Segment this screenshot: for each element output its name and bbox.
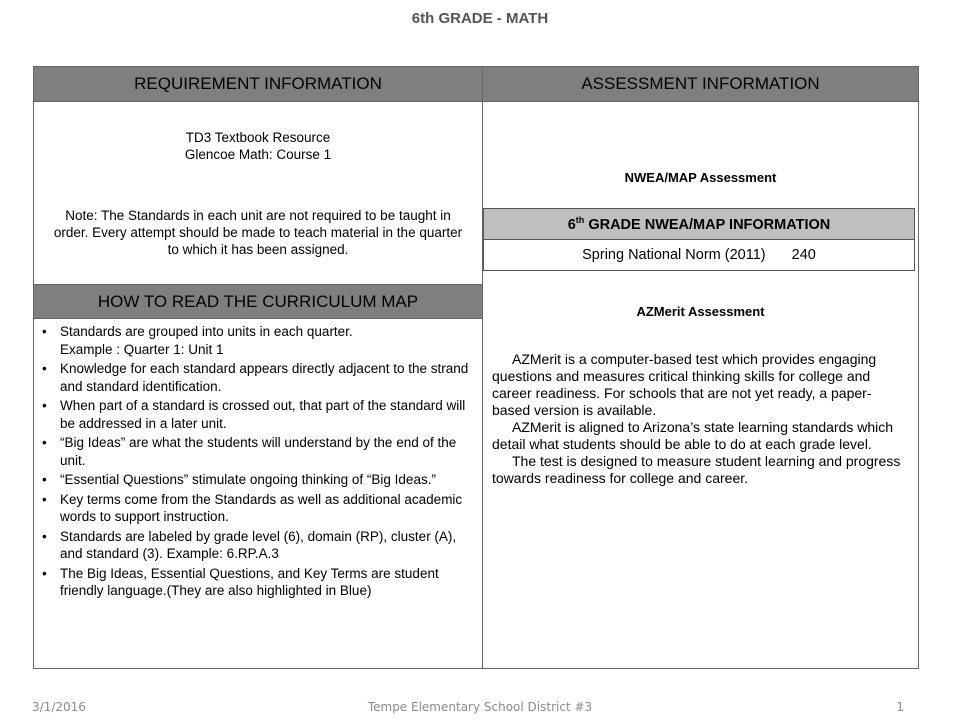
footer-page-number: 1 — [896, 700, 904, 714]
nwea-table-header: 6th GRADE NWEA/MAP INFORMATION — [484, 209, 915, 240]
column-divider — [482, 67, 483, 668]
textbook-resource — [34, 129, 482, 163]
list-item: • When part of a standard is crossed out, that part of the standard will be addressed in a later unit. — [38, 397, 474, 432]
norm-label: Spring National Norm (2011) — [582, 247, 766, 263]
azmerit-description — [492, 351, 904, 487]
list-item: • Key terms come from the Standards as well as additional academic words to support instruction. — [38, 491, 474, 526]
azmerit-paragraph: AZMerit is aligned to Arizona’s state learning standards which detail what students should be able to do at each grade level. — [492, 419, 894, 452]
list-item-example: Example : Quarter 1: Unit 1 — [60, 341, 224, 357]
nwea-table-row — [484, 240, 915, 271]
azmerit-title: AZMerit Assessment — [636, 304, 765, 319]
list-item: • Standards are grouped into units in each quarter. Example : Quarter 1: Unit 1 — [38, 323, 474, 358]
resource-line-2: Glencoe Math: Course 1 — [184, 147, 332, 162]
footer-organization: Tempe Elementary School District #3 — [367, 700, 593, 714]
list-item: • “Big Ideas” are what the students will understand by the end of the unit. — [38, 434, 474, 469]
standards-note: Note: The Standards in each unit are not required to be taught in order. Every attempt should be made to teach material in the quarter to which it has been assigned. — [53, 208, 463, 257]
resource-line-1: TD3 Textbook Resource — [185, 130, 331, 145]
how-to-read-header: HOW TO READ THE CURRICULUM MAP — [34, 284, 482, 319]
assessment-header: ASSESSMENT INFORMATION — [483, 67, 918, 102]
page-title: 6th GRADE - MATH — [411, 10, 549, 27]
list-item: • “Essential Questions” stimulate ongoing thinking of “Big Ideas.” — [38, 471, 474, 489]
azmerit-paragraph: The test is designed to measure student learning and progress towards readiness for college and career. — [492, 453, 901, 486]
requirement-header: REQUIREMENT INFORMATION — [34, 67, 482, 102]
norm-value: 240 — [791, 247, 816, 263]
list-item: • Standards are labeled by grade level (6), domain (RP), cluster (A), and standard (3). Example: 6.RP.A.3 — [38, 528, 474, 563]
azmerit-paragraph: AZMerit is a computer-based test which provides engaging questions and measures critical thinking skills for college and career readiness. For schools that are not yet ready, a paper-based version is available. — [492, 351, 877, 418]
curriculum-table — [33, 66, 919, 669]
list-item: • Knowledge for each standard appears directly adjacent to the strand and standard identification. — [38, 360, 474, 395]
list-item: • The Big Ideas, Essential Questions, and Key Terms are student friendly language.(They are also highlighted in Blue) — [38, 565, 474, 600]
footer-date: 3/1/2016 — [32, 700, 86, 714]
how-to-read-list — [38, 323, 474, 602]
nwea-info-table — [483, 208, 915, 271]
nwea-title: NWEA/MAP Assessment — [624, 170, 777, 185]
